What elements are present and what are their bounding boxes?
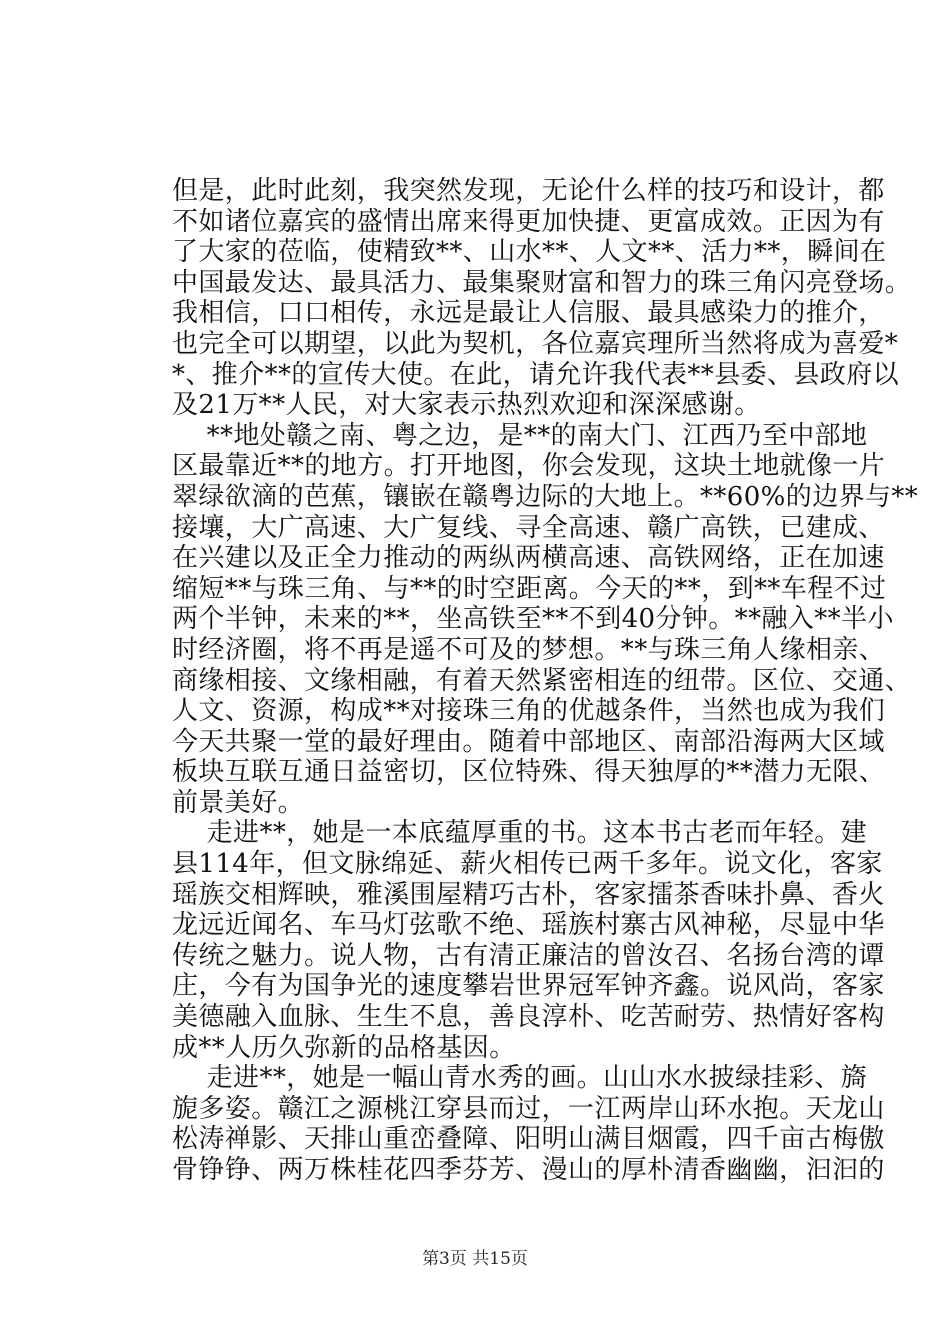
text-line: 传统之魅力。说人物，古有清正廉洁的曾汝召、名扬台湾的谭	[172, 940, 885, 971]
text-line: 县114年，但文脉绵延、薪火相传已两千多年。说文化，客家	[172, 849, 883, 880]
text-line: 商缘相接、文缘相融，有着天然紧密相连的纽带。区位、交通、	[172, 665, 912, 696]
text-line: 松涛禅影、天排山重峦叠障、阳明山满目烟霞，四千亩古梅傲	[172, 1124, 885, 1155]
text-line: 美德融入血脉、生生不息，善良淳朴、吃苦耐劳、热情好客构	[172, 1002, 885, 1033]
text-line: 两个半钟，未来的**，坐高铁至**不到40分钟。**融入**半小	[172, 604, 894, 635]
body-text	[172, 176, 919, 1186]
text-line: 人文、资源，构成**对接珠三角的优越条件，当然也成为我们	[172, 696, 886, 727]
text-line: 翠绿欲滴的芭蕉，镶嵌在赣粤边际的大地上。**60%的边界与**	[172, 481, 919, 512]
text-line: 时经济圈，将不再是遥不可及的梦想。**与珠三角人缘相亲、	[172, 634, 886, 665]
text-line: 龙远近闻名、车马灯弦歌不绝、瑶族村寨古风神秘，尽显中华	[172, 910, 885, 941]
page-footer: 第3页 共15页	[422, 1249, 528, 1269]
text-line: 不如诸位嘉宾的盛情出席来得更加快捷、更富成效。正因为有	[172, 206, 885, 237]
text-line: 中国最发达、最具活力、最集聚财富和智力的珠三角闪亮登场。	[172, 267, 912, 298]
text-line: 但是，此时此刻，我突然发现，无论什么样的技巧和设计，都	[172, 176, 885, 206]
text-line: 在兴建以及正全力推动的两纵两横高速、高铁网络，正在加速	[172, 543, 885, 574]
text-line: *、推介**的宣传大使。在此，请允许我代表**县委、县政府以	[172, 359, 900, 390]
text-line: 我相信，口口相传，永远是最让人信服、最具感染力的推介，	[172, 298, 885, 329]
text-line: 今天共聚一堂的最好理由。随着中部地区、南部沿海两大区域	[172, 726, 885, 757]
text-line: 成**人历久弥新的品格基因。	[172, 1032, 516, 1063]
text-line: 走进**，她是一幅山青水秀的画。山山水水披绿挂彩、旖	[172, 1063, 868, 1094]
text-line: 前景美好。	[172, 787, 305, 818]
text-line: 缩短**与珠三角、与**的时空距离。今天的**，到**车程不过	[172, 573, 887, 604]
text-line: 板块互联互通日益密切，区位特殊、得天独厚的**潜力无限、	[172, 757, 886, 788]
text-line: 及21万**人民，对大家表示热烈欢迎和深深感谢。	[172, 390, 761, 421]
text-line: 也完全可以期望，以此为契机，各位嘉宾理所当然将成为喜爱*	[172, 328, 899, 359]
text-line: 瑶族交相辉映，雅溪围屋精巧古朴，客家擂茶香味扑鼻、香火	[172, 879, 885, 910]
text-line: 了大家的莅临，使精致**、山水**、人文**、活力**，瞬间在	[172, 237, 887, 268]
text-line: 旎多姿。赣江之源桃江穿县而过，一江两岸山环水抱。天龙山	[172, 1093, 885, 1124]
text-line: 区最靠近**的地方。打开地图，你会发现，这块土地就像一片	[172, 451, 886, 482]
text-line: 骨铮铮、两万株桂花四季芬芳、漫山的厚朴清香幽幽，汩汩的	[172, 1155, 885, 1185]
text-line: 走进**，她是一本底蕴厚重的书。这本书古老而年轻。建	[172, 818, 868, 849]
text-line: 接壤，大广高速、大广复线、寻全高速、赣广高铁，已建成、	[172, 512, 885, 543]
text-line: 庄，今有为国争光的速度攀岩世界冠军钟齐鑫。说风尚，客家	[172, 971, 885, 1002]
text-line: **地处赣之南、粤之边，是**的南大门、江西乃至中部地	[172, 420, 868, 451]
